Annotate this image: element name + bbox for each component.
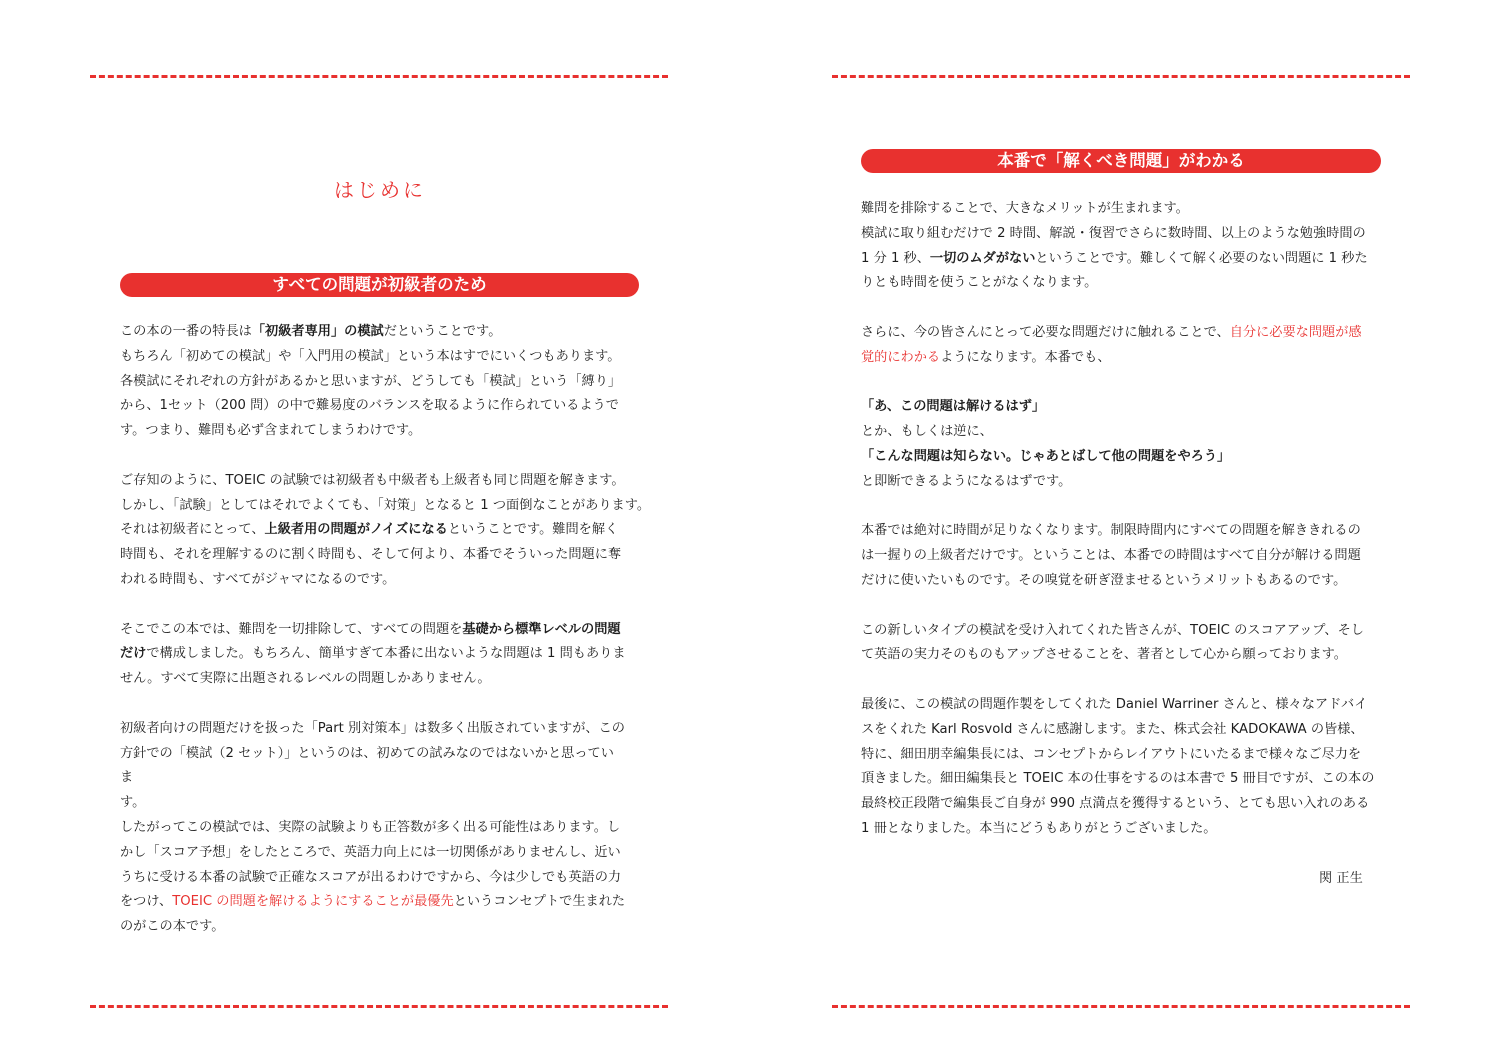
text-run: 本番では絶対に時間が足りなくなります。制限時間内にすべての問題を解ききれるの <box>861 523 1361 539</box>
text-run: ま <box>120 770 134 786</box>
paragraph-gap <box>861 495 1374 520</box>
text-line <box>861 544 1374 569</box>
section-heading-banner: 本番で「解くべき問題」がわかる <box>861 149 1381 173</box>
text-line <box>861 470 1374 495</box>
text-run: は一握りの上級者だけです。ということは、本番での時間はすべて自分が解ける問題 <box>861 548 1361 564</box>
bold-emphasis: 一切のムダがない <box>929 250 1036 266</box>
text-line <box>861 420 1374 445</box>
red-emphasis: 自分に必要な問題が感 <box>1229 324 1362 340</box>
text-line <box>120 816 650 841</box>
text-line <box>861 643 1374 668</box>
text-run: 初級者向けの問題だけを扱った「Part 別対策本」は数多く出版されていますが、この <box>120 720 625 736</box>
top-dashed-divider <box>832 75 1410 78</box>
text-line <box>120 642 650 667</box>
section-heading-banner: すべての問題が初級者のため <box>120 273 639 297</box>
text-run: したがってこの模試では、実際の試験よりも正答数が多く出る可能性はあります。し <box>120 819 621 835</box>
text-run: せん。すべて実際に出題されるレベルの問題しかありません。 <box>120 671 491 687</box>
text-line <box>861 519 1374 544</box>
text-line <box>861 767 1374 792</box>
text-run: で構成しました。もちろん、簡単すぎて本番に出ないような問題は 1 問もありま <box>146 646 626 662</box>
text-line <box>861 395 1374 420</box>
paragraph-gap <box>861 668 1374 693</box>
body-text <box>120 320 650 940</box>
paragraph-gap <box>120 593 650 618</box>
text-run: す。 <box>120 795 146 811</box>
body-text <box>861 197 1374 891</box>
text-run: から、1セット（200 問）の中で難易度のバランスを取るように作られているようで <box>120 398 619 414</box>
text-run: と即断できるようになるはずです。 <box>861 473 1072 489</box>
paragraph-gap <box>861 296 1374 321</box>
text-run: て英語の実力そのものもアップさせることを、著者として心から願っております。 <box>861 647 1347 663</box>
text-line <box>120 370 650 395</box>
text-run: うちに受ける本番の試験で正確なスコアが出るわけですから、今は少しでも英語の力 <box>120 869 622 885</box>
text-run: かし「スコア予想」をしたところで、英語力向上には一切関係がありませんし、近い <box>120 844 621 860</box>
bold-emphasis: 「こんな問題は知らない。じゃあとばして他の問題をやろう」 <box>861 448 1231 464</box>
text-run: というコンセプトで生まれた <box>453 894 626 910</box>
text-line <box>861 792 1374 817</box>
text-run: それは初級者にとって、 <box>120 522 265 538</box>
text-line <box>120 469 650 494</box>
red-emphasis: TOEIC の問題を解けるようにすることが最優先 <box>172 894 454 910</box>
text-line <box>861 718 1374 743</box>
text-run: そこでこの本では、難問を一切排除して、すべての問題を <box>120 621 463 637</box>
text-line <box>861 619 1374 644</box>
paragraph-gap <box>861 371 1374 396</box>
text-run: われる時間も、すべてがジャマになるのです。 <box>120 571 396 587</box>
text-run: 難問を排除することで、大きなメリットが生まれます。 <box>861 201 1189 216</box>
text-run: さらに、今の皆さんにとって必要な問題だけに触れることで、 <box>861 324 1230 340</box>
text-run: 時間も、それを理解するのに割く時間も、そして何より、本番でそういった問題に奪 <box>120 547 622 563</box>
text-run: もちろん「初めての模試」や「入門用の模試」という本はすでにいくつもあります。 <box>120 348 621 364</box>
text-line <box>120 394 650 419</box>
text-run: ということです。難しくて解く必要のない問題に 1 秒た <box>1035 250 1368 266</box>
paragraph-gap <box>861 594 1374 619</box>
top-dashed-divider <box>90 75 668 78</box>
text-line <box>861 271 1374 296</box>
text-run: をつけ、 <box>120 894 173 910</box>
text-line <box>120 766 650 791</box>
text-line <box>120 791 650 816</box>
text-run: す。つまり、難問も必ず含まれてしまうわけです。 <box>120 423 422 439</box>
text-line <box>861 693 1374 718</box>
text-line <box>861 346 1374 371</box>
paragraph-gap <box>861 842 1374 867</box>
text-line <box>120 543 650 568</box>
text-line <box>120 419 650 444</box>
text-run: 1 冊となりました。本当にどうもありがとうございました。 <box>861 820 1217 836</box>
text-run: この新しいタイプの模試を受け入れてくれた皆さんが、TOEIC のスコアアップ、そし <box>861 622 1364 638</box>
bold-emphasis: 上級者用の問題がノイズになる <box>264 522 448 538</box>
red-emphasis: 覚的にわかる <box>861 349 941 365</box>
text-run: 模試に取り組むだけで 2 時間、解説・復習でさらに数時間、以上のような勉強時間の <box>861 225 1366 241</box>
text-line <box>120 742 650 767</box>
text-line <box>120 518 650 543</box>
text-run: しかし、「試験」としてはそれでよくても、「対策」となると 1 つ面倒なことがあります。 <box>120 497 651 513</box>
bold-emphasis: だけ <box>120 646 147 662</box>
text-line <box>120 320 650 345</box>
bottom-dashed-divider <box>832 1005 1410 1008</box>
text-line <box>861 445 1374 470</box>
text-run: 最後に、この模試の問題作製をしてくれた Daniel Warriner さんと、様々なアドバイ <box>861 696 1368 712</box>
right-page <box>750 0 1500 1059</box>
text-line <box>120 890 650 915</box>
text-line <box>120 618 650 643</box>
text-run: スをくれた Karl Rosvold さんに感謝します。また、株式会社 KADOKAWA の皆様、 <box>861 721 1364 737</box>
bold-emphasis: 基礎から標準レベルの問題 <box>462 621 621 637</box>
paragraph-gap <box>120 444 650 469</box>
bottom-dashed-divider <box>90 1005 668 1008</box>
text-line <box>861 247 1374 272</box>
page-title: はじめに <box>334 178 426 202</box>
text-line <box>120 915 650 940</box>
text-run: ということです。難問を解く <box>447 522 619 538</box>
bold-emphasis: 「初級者専用」の模試 <box>251 324 384 339</box>
text-run: のがこの本です。 <box>120 919 225 935</box>
text-run: とか、もしくは逆に、 <box>861 424 993 440</box>
text-line <box>120 667 650 692</box>
text-line <box>861 321 1374 346</box>
text-run: ご存知のように、TOEIC の試験では初級者も中級者も上級者も同じ問題を解きます。 <box>120 472 625 488</box>
text-run: ようになります。本番でも、 <box>940 349 1111 365</box>
text-line <box>120 345 650 370</box>
text-run: だけに使いたいものです。その嗅覚を研ぎ澄ませるというメリットもあるのです。 <box>861 572 1347 588</box>
text-run: この本の一番の特長は <box>120 324 252 339</box>
text-run: 各模試にそれぞれの方針があるかと思いますが、どうしても「模試」という「縛り」 <box>120 373 622 389</box>
text-run: 最終校正段階で編集長ご自身が 990 点満点を獲得するという、とても思い入れのある <box>861 796 1370 812</box>
text-run: 1 分 1 秒、 <box>861 250 930 266</box>
text-line <box>861 743 1374 768</box>
text-run: 方針での「模試（2 セット）」というのは、初めての試みなのではないかと思ってい <box>120 745 614 761</box>
text-run: 頂きました。細田編集長と TOEIC 本の仕事をするのは本書で 5 冊目ですが、この本の <box>861 771 1375 787</box>
text-line <box>120 866 650 891</box>
text-run: 特に、細田朋幸編集長には、コンセプトからレイアウトにいたるまで様々なご尽力を <box>861 746 1362 762</box>
text-line <box>861 222 1374 247</box>
text-run: りとも時間を使うことがなくなります。 <box>861 275 1098 291</box>
paragraph-gap <box>120 692 650 717</box>
text-line <box>120 494 650 519</box>
author-signature: 関 正生 <box>1319 870 1363 886</box>
text-line <box>861 197 1374 222</box>
text-run: だということです。 <box>383 324 502 339</box>
text-line <box>120 841 650 866</box>
text-line <box>861 569 1374 594</box>
bold-emphasis: 「あ、この問題は解けるはず」 <box>861 399 1046 415</box>
text-line <box>120 717 650 742</box>
text-line <box>861 817 1374 842</box>
text-line <box>861 867 1374 892</box>
text-line <box>120 568 650 593</box>
